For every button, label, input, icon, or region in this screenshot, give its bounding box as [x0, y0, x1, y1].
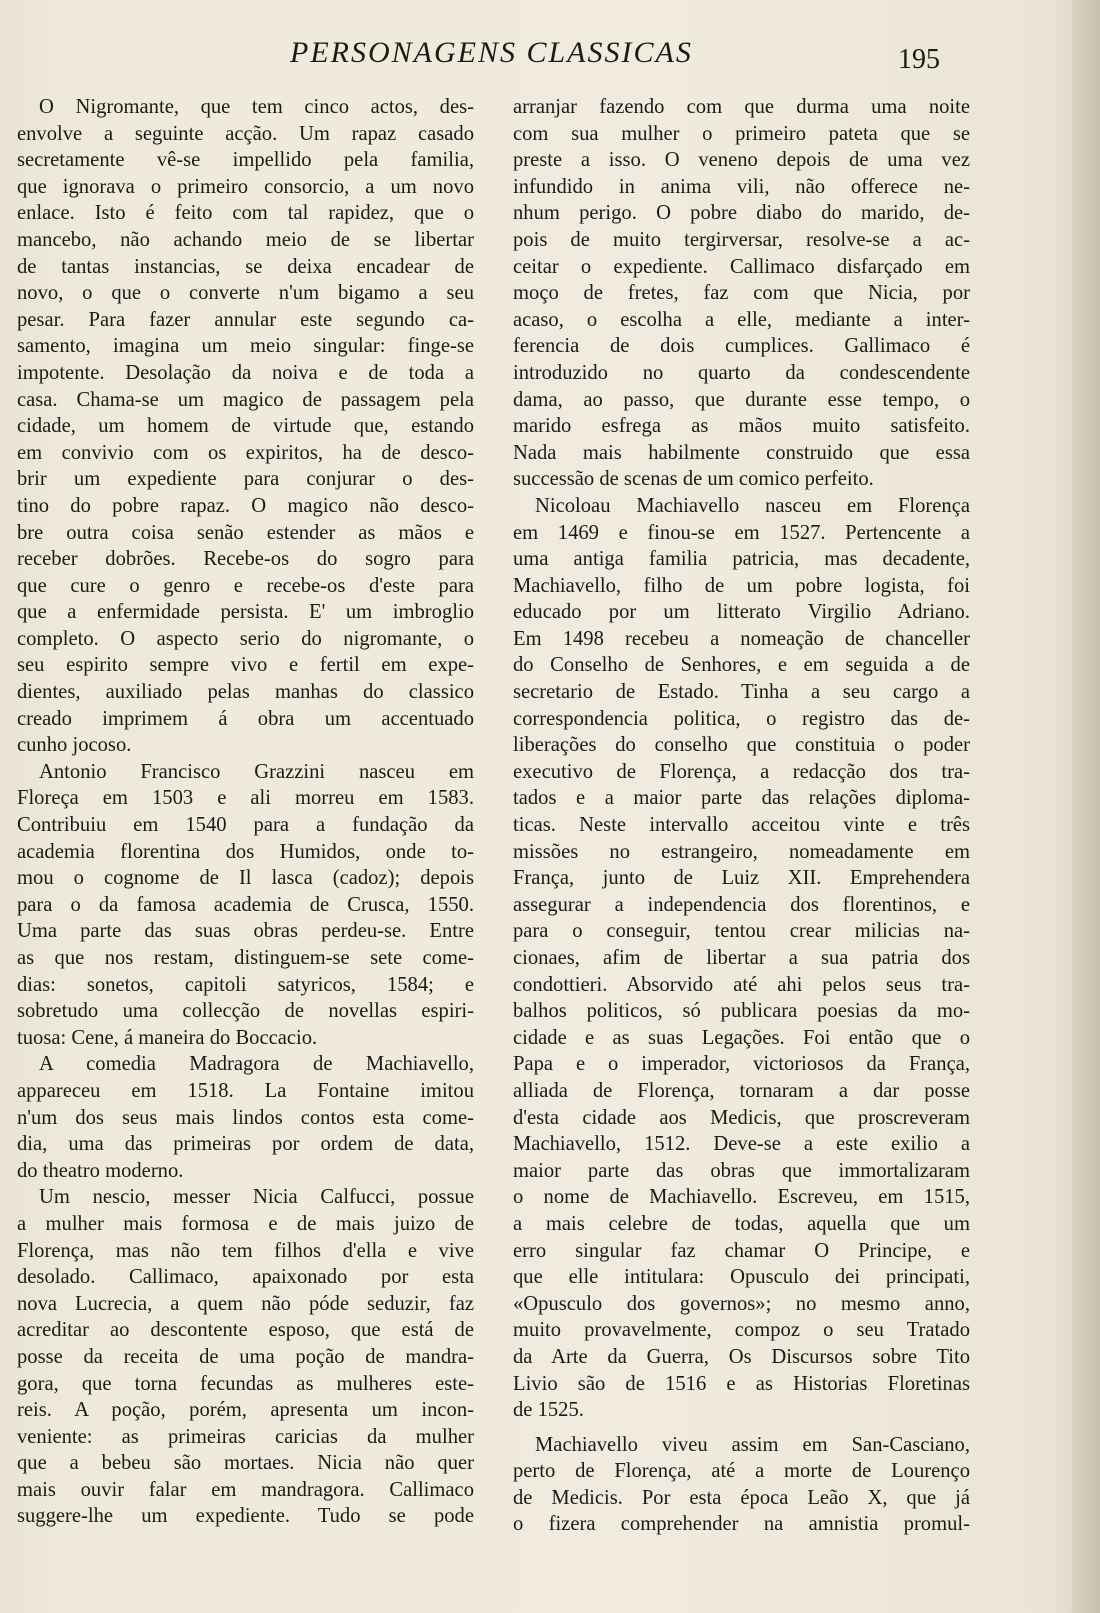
- left-text-column: [17, 94, 474, 1530]
- text-line: Floreça em 1503 e ali morreu em 1583.: [17, 787, 474, 810]
- text-line: introduzido no quarto da condescendente: [513, 361, 970, 384]
- text-line: posse da receita de uma poção de mandra-: [17, 1345, 474, 1368]
- text-line: enlace. Isto é feito com tal rapidez, que o: [17, 202, 474, 225]
- text-line: secretario de Estado. Tinha a seu cargo a: [513, 681, 970, 704]
- text-line: executivo de Florença, a redacção dos tra-: [513, 760, 970, 783]
- page-number: 195: [898, 44, 940, 75]
- text-line: erro singular faz chamar O Principe, e: [513, 1239, 970, 1262]
- text-line: impotente. Desolação da noiva e de toda a: [17, 361, 474, 384]
- text-line: ticas. Neste intervallo acceitou vinte e três: [513, 814, 970, 837]
- text-line: para o conseguir, tentou crear milicias na-: [513, 920, 970, 943]
- text-line: de tantas instancias, se deixa encadear de: [17, 255, 474, 278]
- text-line: preste a isso. O veneno depois de uma vez: [513, 149, 970, 172]
- text-line: assegurar a independencia dos florentinos, e: [513, 893, 970, 916]
- text-line: pesar. Para fazer annular este segundo ca-: [17, 308, 474, 331]
- text-line: Nada mais habilmente construido que essa: [513, 441, 970, 464]
- text-line: dientes, auxiliado pelas manhas do classico: [17, 681, 474, 704]
- text-line: de 1525.: [513, 1399, 584, 1422]
- text-line: dama, ao passo, que durante esse tempo, o: [513, 388, 970, 411]
- text-line: nova Lucrecia, a quem não póde seduzir, faz: [17, 1292, 474, 1315]
- text-line: reis. A poção, porém, apresenta um incon-: [17, 1399, 474, 1422]
- text-line: cunho jocoso.: [17, 734, 132, 757]
- text-line: Um nescio, messer Nicia Calfucci, possue: [39, 1186, 474, 1209]
- text-line: desolado. Callimaco, apaixonado por esta: [17, 1266, 474, 1289]
- text-line: cidade e as suas Legações. Foi então que o: [513, 1026, 970, 1049]
- text-line: mou o cognome de Il lasca (cadoz); depois: [17, 867, 474, 890]
- text-line: d'esta cidade aos Medicis, que proscreveram: [513, 1106, 970, 1129]
- text-line: muito provavelmente, compoz o seu Tratado: [513, 1319, 970, 1342]
- text-line: perto de Florença, até a morte de Lourenço: [513, 1460, 970, 1483]
- text-line: gora, que torna fecundas as mulheres este-: [17, 1372, 474, 1395]
- text-line: bre outra coisa senão estender as mãos e: [17, 521, 474, 544]
- text-line: infundido in anima vili, não offerece ne-: [513, 175, 970, 198]
- text-line: condottieri. Absorvido até ahi pelos seus tra-: [513, 973, 970, 996]
- text-line: nhum perigo. O pobre diabo do marido, de-: [513, 202, 970, 225]
- text-line: pois de muito tergirversar, resolve-se a ac-: [513, 228, 970, 251]
- text-line: em 1469 e finou-se em 1527. Pertencente a: [513, 521, 970, 544]
- text-line: veniente: as primeiras caricias da mulher: [17, 1425, 474, 1448]
- text-line: que a enfermidade persista. E' um imbroglio: [17, 601, 474, 624]
- text-line: arranjar fazendo com que durma uma noite: [513, 96, 970, 118]
- text-line: A comedia Madragora de Machiavello,: [39, 1053, 474, 1076]
- text-line: Machiavello viveu assim em San-Casciano,: [535, 1433, 970, 1456]
- text-line: a mais celebre de todas, aquella que um: [513, 1212, 970, 1235]
- text-line: n'um dos seus mais lindos contos esta come-: [17, 1106, 474, 1129]
- text-line: O Nigromante, que tem cinco actos, des-: [39, 96, 474, 118]
- text-line: brir um expediente para conjurar o des-: [17, 468, 474, 491]
- text-line: missões no estrangeiro, nomeadamente em: [513, 840, 970, 863]
- text-line: que ignorava o primeiro consorcio, a um novo: [17, 175, 474, 198]
- running-title: PERSONAGENS CLASSICAS: [290, 36, 693, 69]
- text-line: completo. O aspecto serio do nigromante, o: [17, 627, 474, 650]
- text-line: França, junto de Luiz XII. Emprehendera: [513, 867, 970, 890]
- text-line: o fizera comprehender na amnistia promul-: [513, 1513, 970, 1536]
- text-line: secretamente vê-se impellido pela familia,: [17, 149, 474, 172]
- text-line: creado imprimem á obra um accentuado: [17, 707, 474, 730]
- text-line: samento, imagina um meio singular: finge-se: [17, 335, 474, 358]
- text-line: Florença, mas não tem filhos d'ella e vive: [17, 1239, 474, 1262]
- text-line: novo, o que o converte n'um bigamo a seu: [17, 282, 474, 305]
- text-line: Nicoloau Machiavello nasceu em Florença: [535, 494, 970, 517]
- text-line: sobretudo uma collecção de novellas espiri-: [17, 1000, 474, 1023]
- text-line: alliada de Florença, tornaram a dar posse: [513, 1079, 970, 1102]
- text-line: as que nos restam, distinguem-se sete come-: [17, 947, 474, 969]
- text-line: cidade, um homem de virtude que, estando: [17, 415, 474, 438]
- text-line: tados e a maior parte das relações diploma-: [513, 787, 970, 810]
- text-line: do Conselho de Senhores, e em seguida a de: [513, 654, 970, 677]
- text-line: mais ouvir falar em mandragora. Callimaco: [17, 1478, 474, 1501]
- text-line: que elle intitulara: Opusculo dei principati,: [513, 1266, 970, 1289]
- text-line: de Medicis. Por esta época Leão X, que já: [513, 1486, 970, 1509]
- text-line: para o da famosa academia de Crusca, 1550.: [17, 893, 474, 916]
- text-line: o nome de Machiavello. Escreveu, em 1515,: [513, 1186, 970, 1209]
- text-line: seu espirito sempre vivo e fertil em expe-: [17, 654, 474, 677]
- text-line: educado por um litterato Virgilio Adriano.: [513, 601, 970, 624]
- page-edge-shadow: [1072, 0, 1100, 1613]
- text-line: balhos politicos, só publicara poesias da mo-: [513, 1000, 970, 1023]
- text-line: marido esfrega as mãos muito satisfeito.: [513, 415, 970, 438]
- text-line: ceitar o expediente. Callimaco disfarçado em: [513, 255, 970, 278]
- text-line: dias: sonetos, capitoli satyricos, 1584; e: [17, 973, 474, 996]
- text-line: Livio são de 1516 e as Historias Floretinas: [513, 1372, 970, 1395]
- text-line: do theatro moderno.: [17, 1159, 184, 1182]
- text-line: casa. Chama-se um magico de passagem pela: [17, 388, 474, 411]
- text-line: a mulher mais formosa e de mais juizo de: [17, 1212, 474, 1235]
- text-line: Uma parte das suas obras perdeu-se. Entre: [17, 920, 474, 943]
- text-line: cionaes, afim de libertar a sua patria dos: [513, 947, 970, 969]
- text-line: Antonio Francisco Grazzini nasceu em: [39, 760, 474, 783]
- text-line: correspondencia politica, o registro das de-: [513, 707, 970, 730]
- right-text-column: [513, 94, 970, 1538]
- text-line: uma antiga familia patricia, mas decadente,: [513, 548, 970, 571]
- text-line: da Arte da Guerra, Os Discursos sobre Tito: [513, 1345, 970, 1368]
- text-line: Contribuiu em 1540 para a fundação da: [17, 814, 474, 837]
- text-line: que a bebeu são mortaes. Nicia não quer: [17, 1452, 474, 1475]
- text-line: appareceu em 1518. La Fontaine imitou: [17, 1079, 474, 1102]
- text-line: Machiavello, 1512. Deve-se a este exilio a: [513, 1133, 970, 1156]
- text-line: em convivio com os expiritos, ha de desco-: [17, 441, 474, 464]
- text-line: receber dobrões. Recebe-os do sogro para: [17, 548, 474, 571]
- text-line: «Opusculo dos governos»; no mesmo anno,: [513, 1292, 970, 1315]
- text-line: acreditar ao descontente esposo, que está de: [17, 1319, 474, 1342]
- text-line: liberações do conselho que constituia o poder: [513, 734, 970, 757]
- text-line: academia florentina dos Humidos, onde to-: [17, 840, 474, 863]
- text-line: envolve a seguinte acção. Um rapaz casado: [17, 122, 474, 145]
- text-line: Machiavello, filho de um pobre logista, foi: [513, 574, 970, 597]
- text-line: suggere-lhe um expediente. Tudo se pode: [17, 1505, 474, 1528]
- text-line: ferencia de dois cumplices. Gallimaco é: [513, 335, 970, 358]
- text-line: com sua mulher o primeiro pateta que se: [513, 122, 970, 145]
- text-line: acaso, o escolha a elle, mediante a inter-: [513, 308, 970, 331]
- text-line: moço de fretes, faz com que Nicia, por: [513, 282, 970, 305]
- text-line: Papa e o imperador, victoriosos da França,: [513, 1053, 970, 1076]
- text-line: tino do pobre rapaz. O magico não desco-: [17, 494, 474, 517]
- text-line: tuosa: Cene, á maneira do Boccacio.: [17, 1026, 318, 1049]
- text-line: successão de scenas de um comico perfeito.: [513, 468, 874, 491]
- text-line: mancebo, não achando meio de se libertar: [17, 228, 474, 251]
- text-line: maior parte das obras que immortalizaram: [513, 1159, 970, 1182]
- text-line: que cure o genro e recebe-os d'este para: [17, 574, 474, 597]
- text-line: Em 1498 recebeu a nomeação de chanceller: [513, 627, 970, 650]
- text-line: dia, uma das primeiras por ordem de data,: [17, 1133, 474, 1156]
